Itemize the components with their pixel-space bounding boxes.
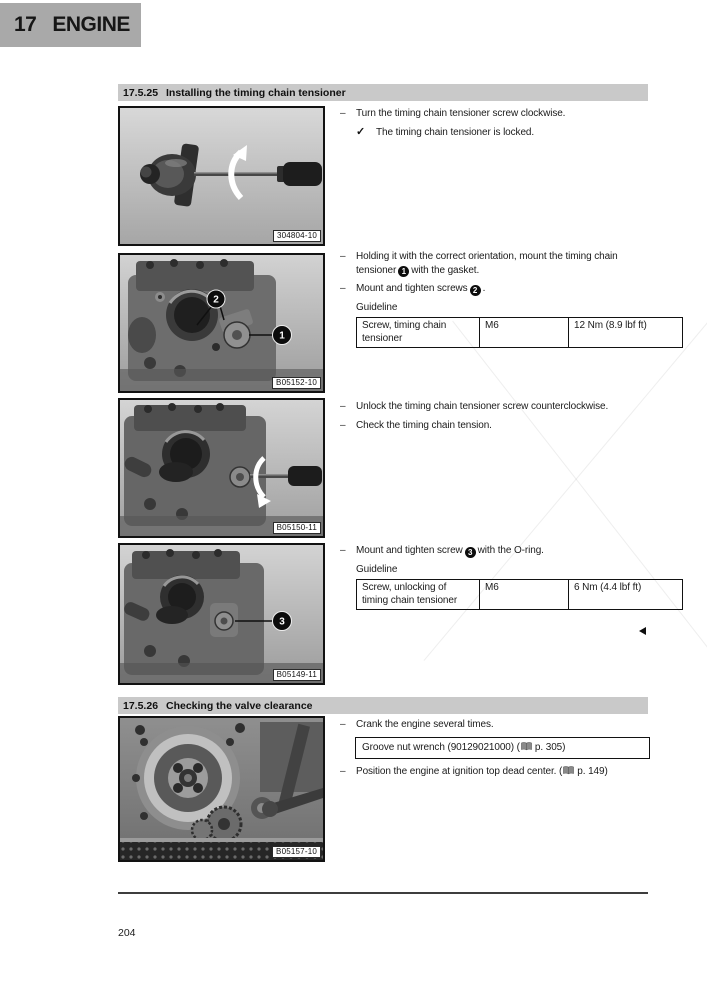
step-text (356, 250, 654, 277)
dash-bullet: – (340, 401, 346, 412)
instruction-step (340, 250, 654, 277)
chapter-number: 17 (14, 13, 37, 36)
step-text: Crank the engine several times. (356, 719, 494, 730)
photo-engine-callout-3 (120, 545, 323, 683)
page-number: 204 (118, 927, 136, 939)
callout-1-badge: 1 (279, 330, 285, 342)
step-text (356, 765, 654, 780)
table-cell-torque: 12 Nm (8.9 lbf ft) (569, 318, 683, 348)
table-cell-thread: M6 (480, 318, 569, 348)
dash-bullet: – (340, 251, 346, 262)
instructions-block-4 (340, 544, 654, 610)
chapter-title: ENGINE (52, 13, 130, 36)
section-heading-17526 (118, 697, 648, 714)
result-line (356, 126, 654, 140)
step-text (356, 544, 654, 558)
step-text-after: with the O-ring. (477, 545, 544, 556)
instruction-step (340, 544, 654, 558)
callout-2-badge: 2 (213, 294, 219, 306)
step-page-ref: p. 149) (577, 766, 608, 777)
instructions-block-5 (340, 718, 654, 785)
tool-page-ref: p. 305) (534, 741, 566, 753)
table-cell-part: Screw, unlocking of timing chain tensioner (357, 580, 480, 610)
photo-engine-tensioner-mounted (120, 255, 323, 391)
figure-caption: B05157-10 (272, 846, 321, 858)
step-text-before: Position the engine at ignition top dead center. ( (356, 766, 563, 777)
step-text: Check the timing chain tension. (356, 419, 492, 431)
table-row (357, 580, 683, 610)
figure-engine-unlock (118, 398, 325, 538)
section-title: Checking the valve clearance (166, 699, 313, 712)
figure-caption: B05150-11 (273, 522, 321, 534)
guideline-table-1 (356, 317, 683, 348)
step-text: Turn the timing chain tensioner screw clockwise. (356, 108, 566, 119)
figure-caption: B05149-11 (273, 669, 321, 681)
figure-engine-callouts (118, 253, 325, 393)
end-of-section-marker (639, 627, 646, 635)
figure-engine-oring-screw (118, 543, 325, 685)
chapter-header (0, 3, 141, 47)
instructions-block-2 (340, 250, 654, 348)
book-icon (521, 742, 532, 756)
step-text-after: with the gasket. (411, 264, 480, 276)
photo-tensioner-screwdriver (120, 108, 323, 244)
figure-caption: 304804-10 (273, 230, 321, 242)
guideline-label: Guideline (356, 563, 398, 575)
step-text-before: Holding it with the correct orientation, mount the timing chain tensioner (356, 251, 618, 276)
result-text: The timing chain tensioner is locked. (376, 126, 535, 138)
callout-1-badge: 1 (398, 266, 409, 277)
instruction-step (340, 419, 654, 433)
step-text-before: Mount and tighten screw (356, 545, 463, 556)
dash-bullet: – (340, 108, 346, 119)
footer-rule (118, 892, 648, 894)
section-title: Installing the timing chain tensioner (166, 86, 346, 99)
callout-2-badge: 2 (470, 285, 481, 296)
checkmark-icon: ✓ (356, 125, 366, 138)
step-text (356, 282, 654, 296)
photo-clutch-wrench (120, 718, 323, 860)
figure-tensioner-screwdriver (118, 106, 325, 246)
guideline-label: Guideline (356, 301, 398, 313)
figure-caption: B05152-10 (272, 377, 321, 389)
instructions-block-1 (340, 107, 654, 144)
dash-bullet: – (340, 545, 346, 556)
book-icon (563, 766, 574, 780)
table-cell-part: Screw, timing chain tensioner (357, 318, 480, 348)
step-text-before: Mount and tighten screws (356, 283, 468, 294)
section-number: 17.5.26 (123, 699, 159, 712)
instruction-step (340, 400, 654, 414)
instruction-step (340, 718, 654, 732)
table-cell-thread: M6 (480, 580, 569, 610)
instruction-step (340, 282, 654, 296)
section-number: 17.5.25 (123, 86, 159, 99)
dash-bullet: – (340, 283, 346, 294)
dash-bullet: – (340, 419, 346, 431)
table-cell-torque: 6 Nm (4.4 lbf ft) (569, 580, 683, 610)
callout-3-badge: 3 (279, 616, 285, 628)
step-text: Unlock the timing chain tensioner screw counterclockwise. (356, 401, 609, 412)
instruction-step (340, 107, 654, 121)
photo-engine-screwdriver (120, 400, 323, 536)
callout-3-badge: 3 (465, 547, 476, 558)
table-row (357, 318, 683, 348)
guideline-table-2 (356, 579, 683, 610)
dash-bullet: – (340, 766, 346, 777)
tool-text: Groove nut wrench (90129021000) ( (362, 741, 520, 753)
step-text-after: . (482, 283, 486, 294)
instruction-step (340, 765, 654, 780)
tool-reference-box (355, 737, 650, 760)
section-heading-17525 (118, 84, 648, 101)
dash-bullet: – (340, 719, 346, 730)
figure-clutch-crank (118, 716, 325, 862)
instructions-block-3 (340, 400, 654, 437)
